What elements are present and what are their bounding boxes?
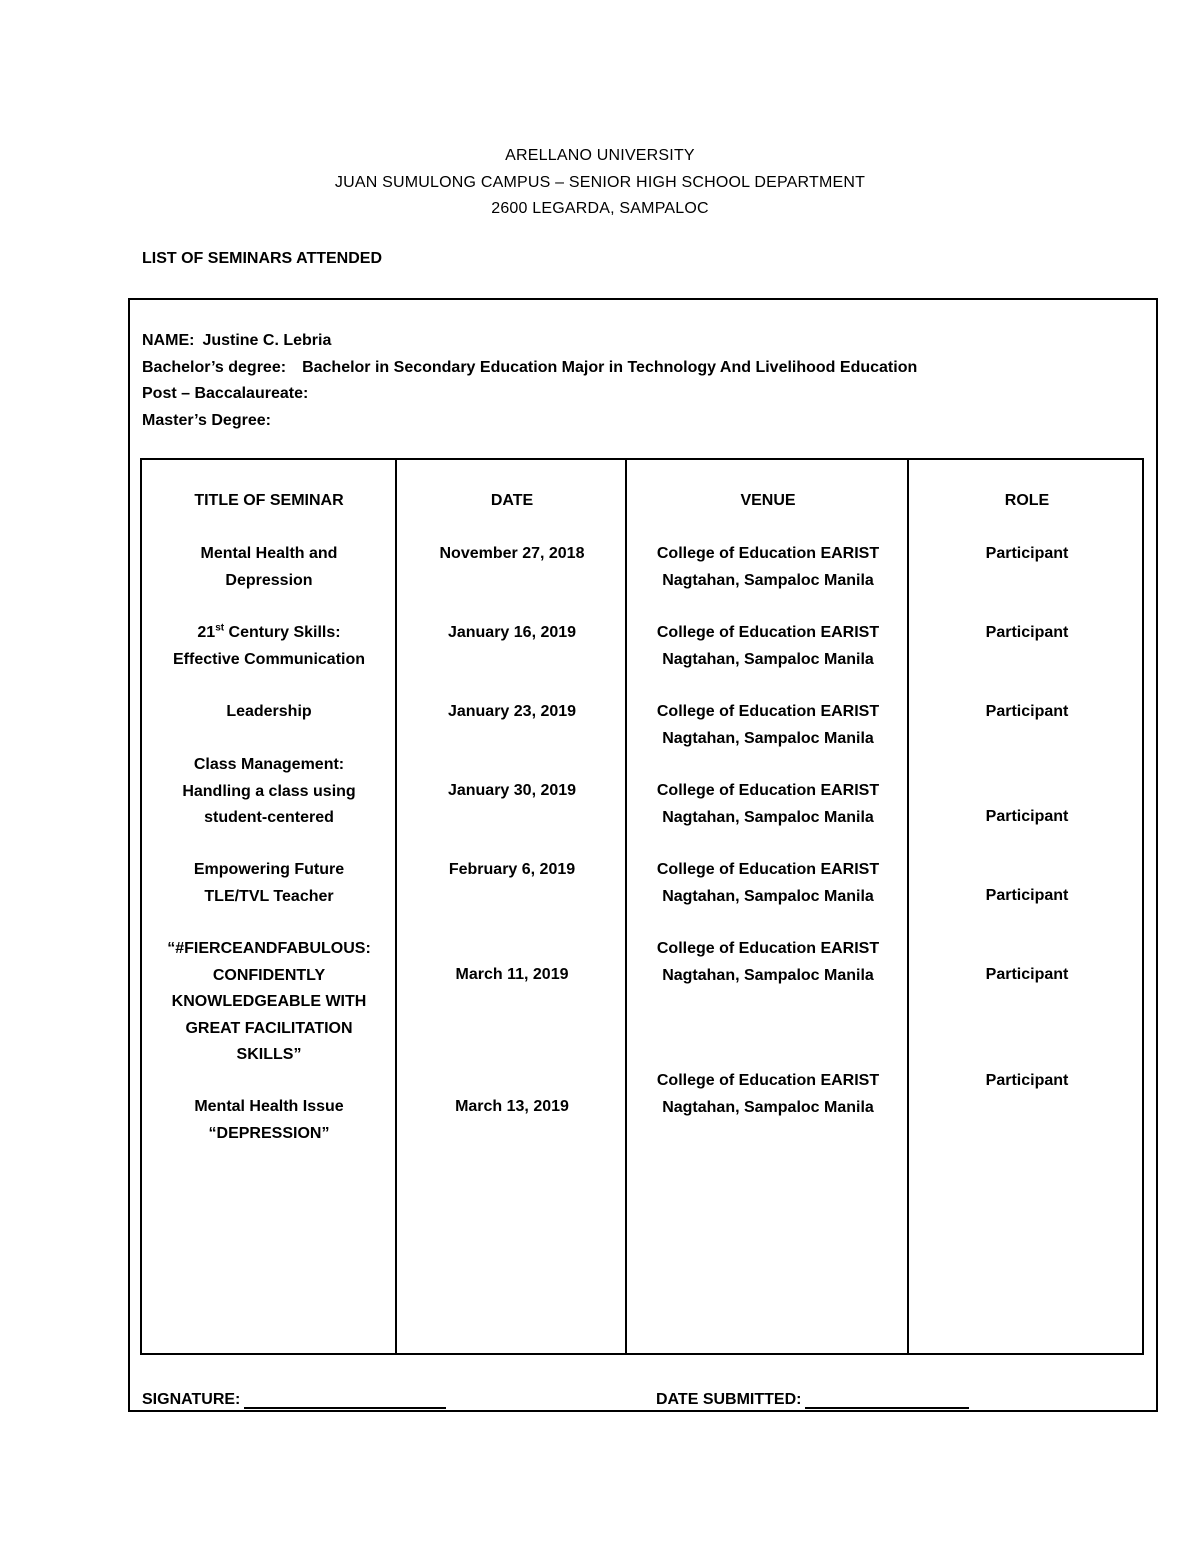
header-date: DATE bbox=[490, 492, 534, 509]
seminar-venue: College of Education EARIST Nagtahan, Sampaloc Manila bbox=[656, 861, 880, 905]
seminar-venue: College of Education EARIST Nagtahan, Sampaloc Manila bbox=[656, 624, 880, 668]
column-divider bbox=[625, 460, 627, 1353]
seminar-date: March 13, 2019 bbox=[455, 1098, 569, 1115]
date-submitted-line[interactable] bbox=[805, 1387, 969, 1409]
seminar-date: January 30, 2019 bbox=[447, 782, 577, 799]
seminar-title: 21st Century Skills: Effective Communication bbox=[172, 622, 366, 668]
header-venue: VENUE bbox=[740, 492, 796, 509]
header-role: ROLE bbox=[1004, 492, 1050, 509]
post-baccalaureate-label: Post – Baccalaureate: bbox=[142, 385, 309, 402]
seminar-title: “#FIERCEANDFABULOUS: CONFIDENTLY KNOWLEDGEABLE WITH GREAT FACILITATION SKILLS” bbox=[167, 940, 371, 1063]
seminar-date: February 6, 2019 bbox=[448, 861, 576, 878]
campus-department: JUAN SUMULONG CAMPUS – SENIOR HIGH SCHOOL DEPARTMENT bbox=[334, 173, 866, 191]
campus-address: 2600 LEGARDA, SAMPALOC bbox=[491, 200, 709, 217]
seminar-title: Leadership bbox=[226, 703, 312, 720]
document-header bbox=[0, 143, 1200, 223]
seminar-date: November 27, 2018 bbox=[439, 545, 585, 562]
personal-info bbox=[142, 328, 917, 434]
seminar-role: Participant bbox=[985, 966, 1069, 983]
seminar-title: Mental Health Issue “DEPRESSION” bbox=[194, 1098, 344, 1142]
seminar-venue: College of Education EARIST Nagtahan, Sampaloc Manila bbox=[656, 782, 880, 826]
seminar-date: January 23, 2019 bbox=[447, 703, 577, 720]
masters-row bbox=[142, 408, 917, 435]
bachelor-label: Bachelor’s degree: bbox=[142, 358, 287, 376]
signature-label: SIGNATURE: bbox=[142, 1391, 241, 1408]
header-title-of-seminar: TITLE OF SEMINAR bbox=[194, 492, 344, 509]
signature-line[interactable] bbox=[244, 1387, 446, 1409]
seminar-title: Empowering Future TLE/TVL Teacher bbox=[193, 861, 345, 905]
university-name: ARELLANO UNIVERSITY bbox=[505, 147, 695, 164]
seminar-venue: College of Education EARIST Nagtahan, Sampaloc Manila bbox=[656, 1072, 880, 1116]
masters-label: Master’s Degree: bbox=[142, 411, 271, 429]
seminar-title: Mental Health and Depression bbox=[200, 545, 338, 589]
bachelor-value: Bachelor in Secondary Education Major in Technology And Livelihood Education bbox=[302, 358, 918, 376]
seminar-venue: College of Education EARIST Nagtahan, Sampaloc Manila bbox=[656, 940, 880, 984]
name-label: NAME: bbox=[142, 332, 195, 349]
seminar-role: Participant bbox=[985, 808, 1069, 825]
name-row bbox=[142, 328, 917, 355]
list-title: LIST OF SEMINARS ATTENDED bbox=[142, 250, 382, 267]
seminar-table bbox=[140, 458, 1144, 1355]
seminar-venue: College of Education EARIST Nagtahan, Sampaloc Manila bbox=[656, 703, 880, 747]
seminar-role: Participant bbox=[985, 703, 1069, 720]
seminar-venue: College of Education EARIST Nagtahan, Sampaloc Manila bbox=[656, 545, 880, 589]
seminar-role: Participant bbox=[985, 545, 1069, 562]
seminar-role: Participant bbox=[985, 624, 1069, 641]
seminar-date: January 16, 2019 bbox=[447, 624, 577, 641]
post-baccalaureate-row bbox=[142, 381, 917, 408]
seminar-role: Participant bbox=[985, 887, 1069, 904]
bachelor-row bbox=[142, 355, 917, 382]
name-value: Justine C. Lebria bbox=[202, 332, 332, 349]
date-submitted-label: DATE SUBMITTED: bbox=[656, 1391, 802, 1408]
seminar-title: Class Management: Handling a class using student-centered bbox=[182, 756, 356, 826]
seminar-role: Participant bbox=[985, 1072, 1069, 1089]
seminar-date: March 11, 2019 bbox=[455, 966, 569, 983]
date-submitted-field bbox=[656, 1387, 969, 1409]
signature-field bbox=[142, 1387, 446, 1409]
